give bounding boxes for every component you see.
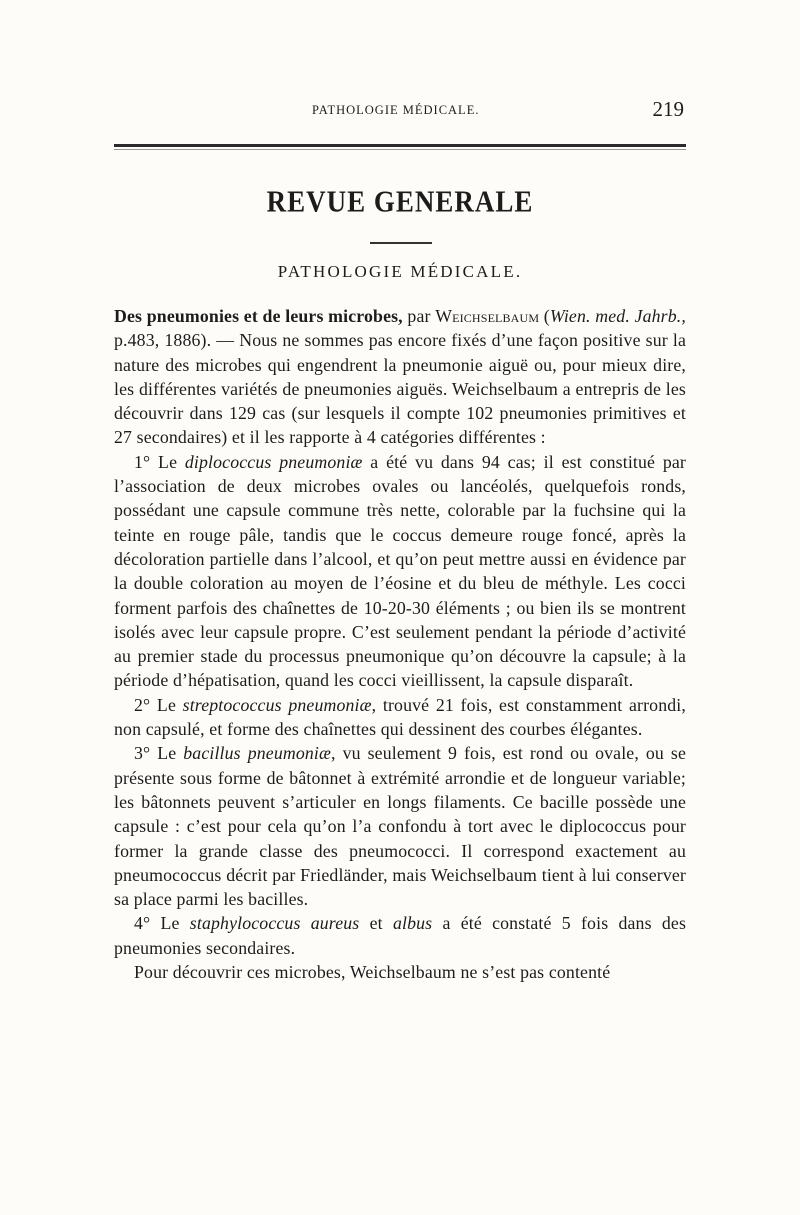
list-item [114,741,686,911]
item-text: , vu seulement 9 fois, est rond ou ovale, ou se présente sous forme de bâtonnet à extrémité arrondie et de longueur variable; les bâtonnets peuvent s’articuler en longs filaments. Ce bacille possède une capsule : c’est pour cela qu’on l’a confondu à tort avec le diplococcus pour former la grande classe des pneumococci. Il correspond exactement au pneumococcus décrit par Friedländer, mais Weichselbaum tient à lui conserver sa place parmi les bacilles. [114,743,687,910]
item-text: a été vu dans 94 cas; il est constitué par l’association de deux microbes ovales ou lancéolés, quelquefois ronds, possédant une capsule commune très nette, colorable par la fuchsine qui la teinte en rouge pâle, tandis que le coccus demeure rouge foncé, après la décoloration partielle dans l’alcool, et qu’on peut mettre aussi en évidence par la double coloration au moyen de l’éosine et du bleu de méthyle. Les cocci forment parfois des chaînettes de 10-20-30 éléments ; ou bien ils se montrent isolés avec leur capsule propre. C’est seulement pendant la période d’activité au premier stade du processus pneumonique qu’on découvre la capsule; à la période d’hépatisation, quand les cocci vieillissent, la capsule disparaît. [114,451,686,691]
microbe-name: bacillus pneumoniæ [183,743,332,764]
item-connector: et [359,913,393,934]
intro-text: p.483, 1886). — Nous ne sommes pas encore fixés d’une façon positive sur la nature des microbes qui engendrent la pneumonie aiguë ou, pour mieux dire, les différentes variétés de pneumonies aiguës. Weichselbaum a entrepris de les découvrir dans 129 cas (sur lesquels il compte 102 pneumonies primitives et 27 secondaires) et il les rapporte à 4 catégories différentes : [114,330,686,448]
byline-text: par [402,306,436,326]
list-item [114,693,686,742]
ref-open: ( [539,306,550,326]
running-head [114,97,686,123]
header-rule-thin [114,149,686,150]
microbe-name: diplococcus pneumoniæ [184,451,363,472]
list-item [114,450,686,693]
item-text: , trouvé 21 fois, est constamment arrondi, non capsulé, et forme des chaînettes qui dessinent des courbes élégantes. [114,694,686,740]
running-title: PATHOLOGIE MÉDICALE. [312,103,480,117]
item-number: 1° Le [134,451,185,472]
author-name: Weichselbaum [435,306,540,326]
header-rule [114,144,686,147]
microbe-name-2: albus [392,913,433,934]
article-intro [114,304,686,450]
item-text: a été constaté 5 fois dans des pneumonies secondaires. [114,913,687,958]
section-title: PATHOLOGIE MÉDICALE. [277,262,523,281]
page-number: 219 [652,97,684,121]
list-item [114,911,686,960]
microbe-name: streptococcus pneumoniæ [182,694,372,715]
item-number: 2° Le [134,694,183,715]
title-rule [370,242,432,244]
item-number: 4° Le [134,913,190,934]
closing-line: Pour découvrir ces microbes, Weichselbaum ne s’est pas contenté [134,962,611,983]
item-number: 3° Le [134,743,184,764]
microbe-name: staphylococcus aureus [189,913,360,934]
journal-ref: Wien. med. Jahrb., [549,306,686,326]
article-body [114,304,686,984]
main-title: REVUE GENERALE [266,183,534,219]
article-heading: Des pneumonies et de leurs microbes, [114,306,403,326]
